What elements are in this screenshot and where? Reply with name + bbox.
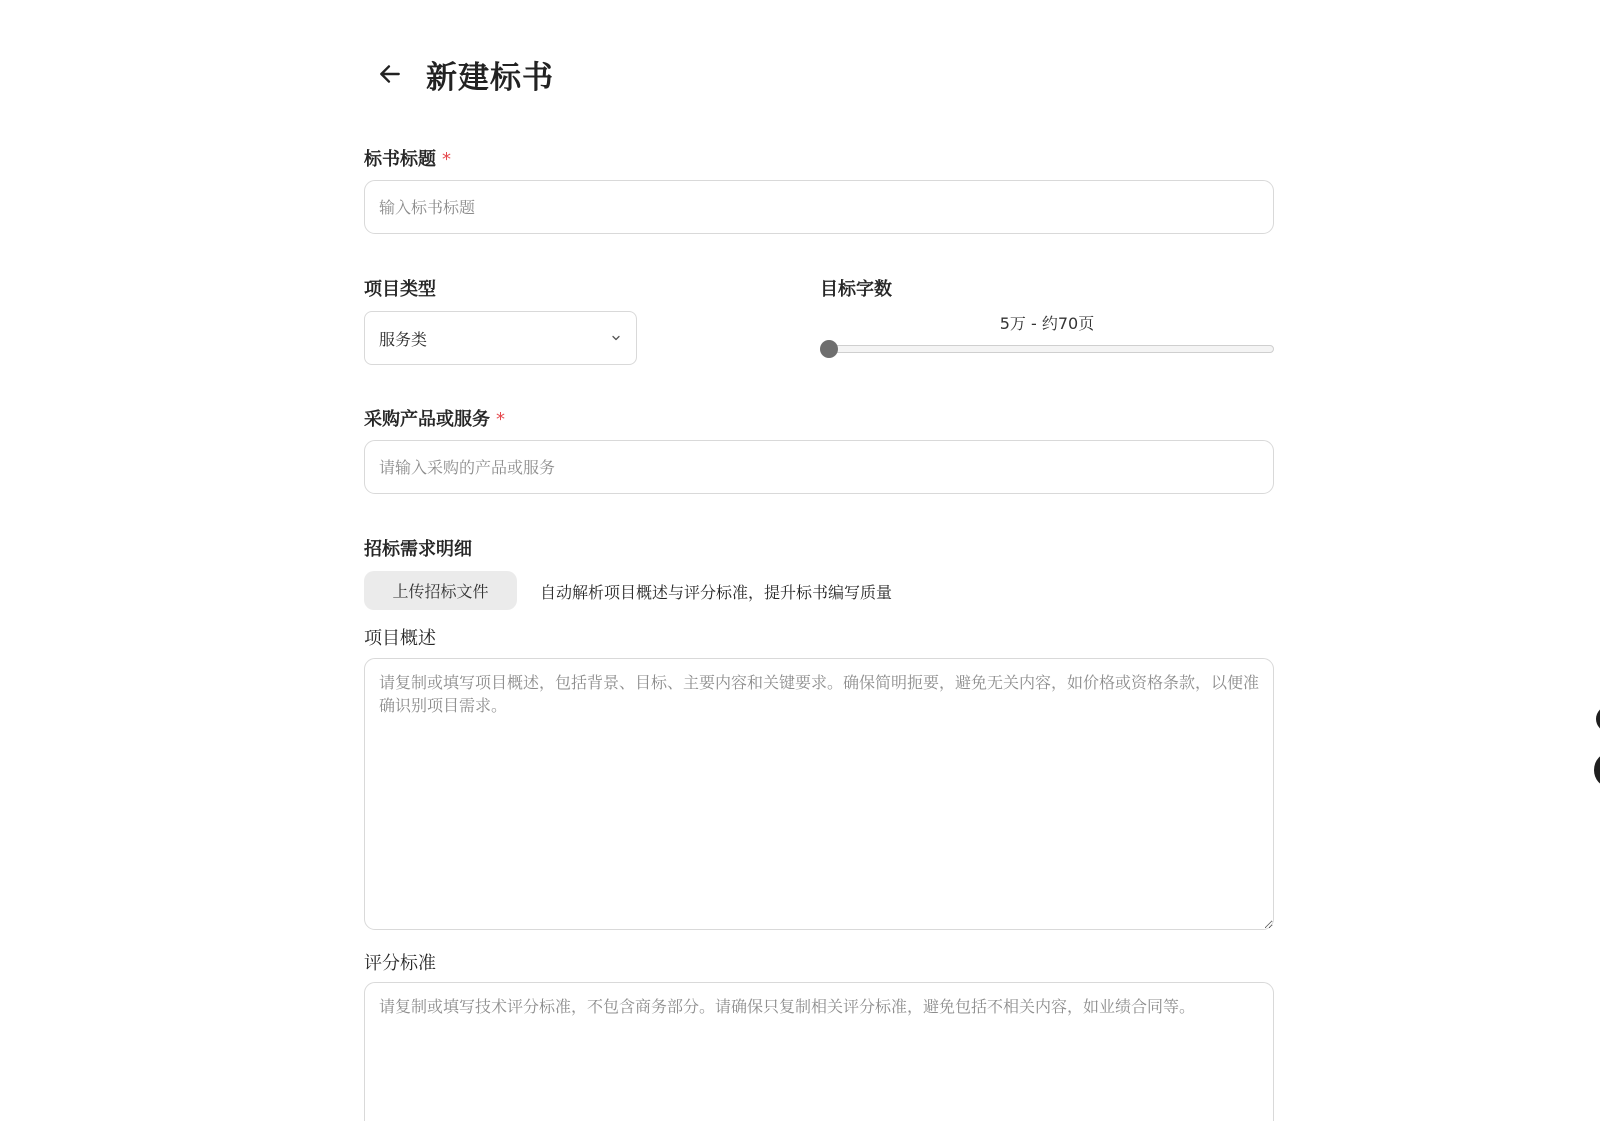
required-mark: *: [442, 149, 451, 170]
project-type-selected: 服务类: [379, 329, 428, 349]
procurement-input[interactable]: [364, 440, 1274, 494]
arrow-left-icon: [377, 61, 403, 87]
title-input[interactable]: [364, 180, 1274, 234]
procurement-label: [364, 405, 505, 431]
floating-control-bottom[interactable]: [1594, 753, 1600, 787]
upload-hint: 自动解析项目概述与评分标准，提升标书编写质量: [540, 583, 893, 602]
requirements-label: 招标需求明细: [364, 539, 472, 560]
title-field-label-text: 标书标题: [364, 149, 436, 170]
overview-label: 项目概述: [364, 628, 436, 649]
overview-textarea[interactable]: [364, 658, 1274, 930]
upload-tender-file-button[interactable]: 上传招标文件: [364, 571, 517, 610]
target-words-value: 5万 - 约70页: [999, 314, 1095, 333]
chevron-down-icon: [610, 332, 622, 344]
floating-control-top[interactable]: [1596, 706, 1600, 732]
title-field-label: [364, 145, 451, 171]
target-words-label: 目标字数: [820, 279, 892, 300]
back-button[interactable]: [364, 48, 416, 100]
scoring-label: 评分标准: [364, 953, 436, 974]
page-title: 新建标书: [426, 59, 554, 96]
target-words-slider-thumb[interactable]: [820, 340, 838, 358]
project-type-label: 项目类型: [364, 279, 436, 300]
project-type-select[interactable]: [364, 311, 637, 365]
target-words-slider-track[interactable]: [820, 345, 1274, 353]
page-header: [364, 48, 554, 100]
procurement-label-text: 采购产品或服务: [364, 409, 490, 430]
scoring-textarea[interactable]: [364, 982, 1274, 1121]
required-mark: *: [496, 409, 505, 430]
